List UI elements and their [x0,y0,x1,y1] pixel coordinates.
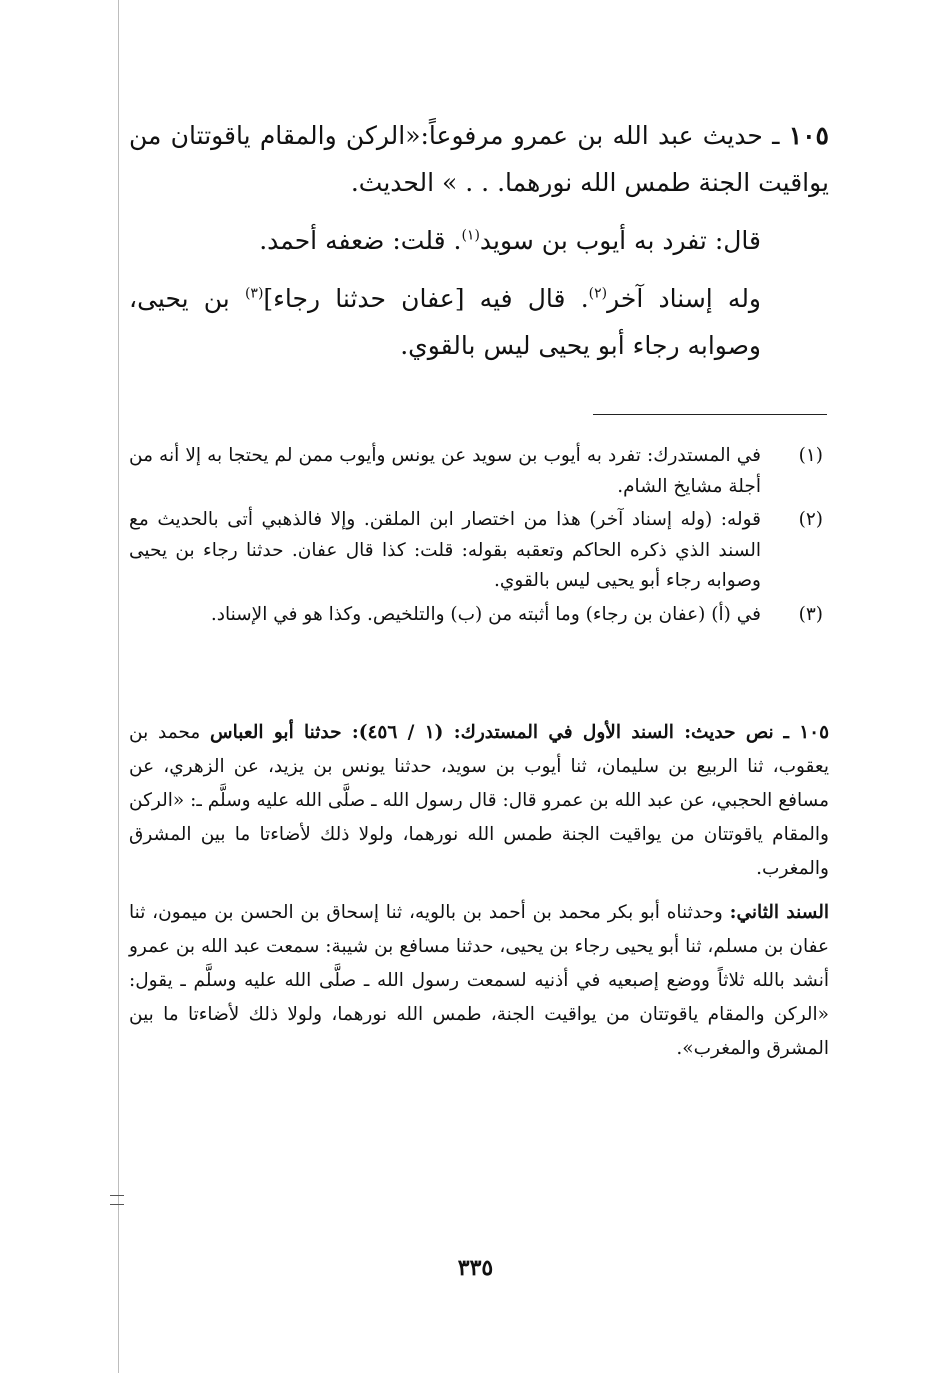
footnote-3 [129,600,829,631]
footnote-text: في المستدرك: تفرد به أيوب بن سويد عن يونس وأيوب ممن لم يحتجا به إلا أنه من أجلة مشايخ الشام. [129,445,761,497]
hadith-text: حديث عبد الله بن عمرو مرفوعاً:«الركن والمقام ياقوتتان من يواقيت الجنة طمس الله نورهما. . . » الحديث. [129,121,829,197]
footnote-number: (٢) [798,509,823,530]
isnad-text-b: . قال فيه [عفان حدثنا رجاء] [263,284,589,313]
commentary-second-paragraph [129,896,829,1066]
entry-dash: ـ [772,121,780,150]
ruling-text-a: قال: تفرد به أيوب بن سويد [479,226,761,255]
page-number: ٣٣٥ [457,1255,494,1281]
footnote-number: (٣) [798,603,823,625]
margin-mark [110,1195,124,1205]
hadith-paragraph [129,112,829,206]
commentary-block [129,716,829,1076]
commentary-heading: نص حديث: السند الأول في المستدرك: (١ / ٤٥٦): حدثنا أبو العباس [210,722,774,743]
main-text-block [129,112,829,380]
commentary-second-text: وحدثناه أبو بكر محمد بن أحمد بن بالويه، ثنا إسحاق بن الحسن بن ميمون، ثنا عفان بن مسلم، ثنا أبو يحيى رجاء بن يحيى، حدثنا مسافع بن شيبة: سمعت عبد الله بن عمرو أنشد بالله ثلاثاً ووضع إصبعيه في أذنيه لسمعت رسول الله ـ صلَّى الله عليه وسلَّم ـ يقول: «الركن والمقام ياقوتتان من يواقيت الجنة، طمس الله نورهما، ولولا ذلك لأضاءتا ما بين المشرق والمغرب». [129,902,829,1059]
footnote-number: (١) [798,445,823,466]
commentary-first-paragraph [129,716,829,886]
isnad-text-a: وله إسناد آخر [607,284,762,313]
footnote-marker-2[interactable]: (٢) [588,285,608,302]
ruling-paragraph [129,217,829,264]
footnote-text: في (أ) (عفان بن رجاء) وما أثبته من (ب) والتلخيص. وكذا هو في الإسناد. [210,603,761,625]
footnote-marker-1[interactable]: (١) [461,227,480,244]
page-edge-line [118,0,119,1373]
footnote-divider [593,414,827,415]
footnote-text: قوله: (وله إسناد آخر) هذا من اختصار ابن الملقن. وإلا فالذهبي أتى بالحديث مع السند الذي ذكره الحاكم وتعقبه بقوله: قلت: كذا قال عفان. حدثنا رجاء بن يحيى وصوابه رجاء أبو يحيى ليس بالقوي. [129,509,761,591]
entry-number: ١٠٥ [788,121,829,150]
isnad-text-c: بن يحيى، وصوابه رجاء أبو يحيى ليس بالقوي. [129,284,761,360]
isnad-paragraph [129,275,829,369]
second-isnad-label: السند الثاني: [729,902,829,923]
footnote-marker-3[interactable]: (٣) [244,285,264,302]
commentary-entry-number: ١٠٥ ـ [783,722,830,743]
commentary-first-text: محمد بن يعقوب، ثنا الربيع بن سليمان، ثنا أيوب بن سويد، حدثنا يونس بن يزيد، عن الزهري، عن مسافع الحجبي، عن عبد الله بن عمرو قال: قال رسول الله ـ صلَّى الله عليه وسلَّم ـ: «الركن والمقام ياقوتتان من يواقيت الجنة طمس الله نورهما، ولولا ذلك لأضاءتا ما بين المشرق والمغرب. [129,722,829,879]
ruling-text-b: . قلت: ضعفه أحمد. [259,226,462,255]
footnote-1 [129,441,829,502]
footnotes-block [129,441,829,633]
footnote-2 [129,505,829,597]
